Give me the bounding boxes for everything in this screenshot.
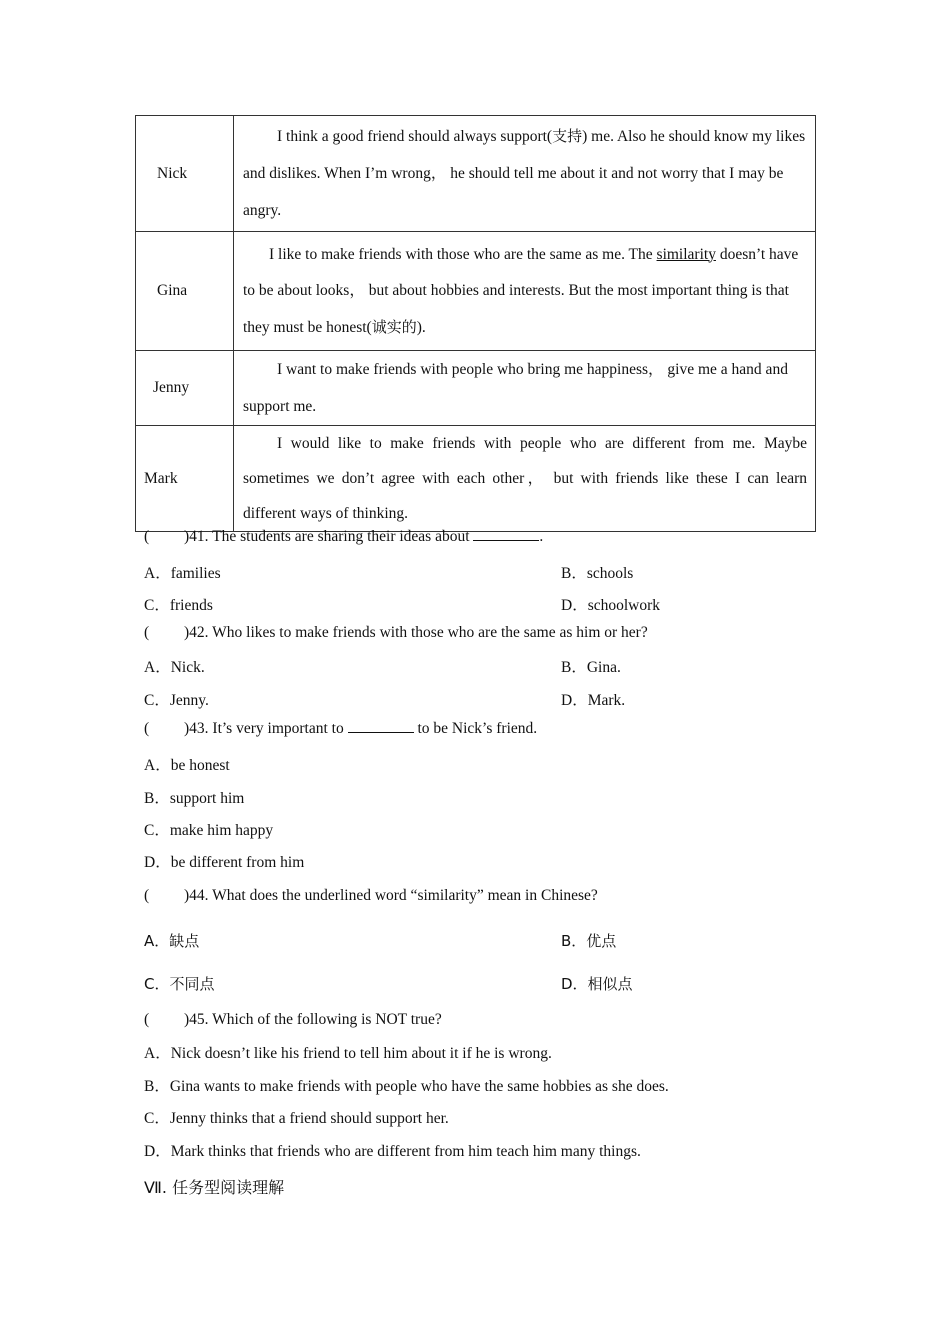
q45-option-d: D．Mark thinks that friends who are different from him teach him many things. bbox=[144, 1143, 641, 1160]
q42-option-c: C．Jenny. bbox=[144, 692, 209, 709]
row-name-mark: Mark bbox=[136, 426, 234, 532]
q42-option-a: A．Nick. bbox=[144, 659, 205, 676]
row-text-mark: I would like to make friends with people who are different from me. Maybe sometimes we don’t agree with each other， but with friends like these I can learn different ways of thinking. bbox=[234, 426, 816, 532]
q42-option-d: D．Mark. bbox=[561, 692, 626, 709]
q45-option-a: A．Nick doesn’t like his friend to tell him about it if he is wrong. bbox=[144, 1045, 552, 1062]
row-name-nick: Nick bbox=[136, 116, 234, 232]
q42-option-b: B．Gina. bbox=[561, 659, 621, 676]
question-42: ( )42. Who likes to make friends with those who are the same as him or her? bbox=[144, 624, 648, 641]
q43-option-b: B．support him bbox=[144, 790, 245, 807]
q45-option-b: B．Gina wants to make friends with people who have the same hobbies as she does. bbox=[144, 1078, 669, 1095]
q41-option-c: C．friends bbox=[144, 597, 213, 614]
ideas-table bbox=[135, 115, 816, 532]
q43-option-a: A．be honest bbox=[144, 757, 230, 774]
answer-blank bbox=[348, 720, 414, 733]
answer-blank bbox=[473, 528, 539, 541]
row-text-jenny: I want to make friends with people who bring me happiness， give me a hand and support me. bbox=[234, 351, 816, 426]
question-41: ( )41. The students are sharing their ideas about . bbox=[144, 528, 544, 545]
question-45: ( )45. Which of the following is NOT true? bbox=[144, 1011, 442, 1028]
question-44: ( )44. What does the underlined word “similarity” mean in Chinese? bbox=[144, 887, 598, 904]
row-text-nick: I think a good friend should always support(支持) me. Also he should know my likes and dislikes. When I’m wrong， he should tell me about it and not worry that I may be angry. bbox=[234, 116, 816, 232]
q43-option-d: D．be different from him bbox=[144, 854, 305, 871]
q43-option-c: C．make him happy bbox=[144, 822, 274, 839]
row-text-gina: I like to make friends with those who are the same as me. The similarity doesn’t have to be about looks， but about hobbies and interests. But the most important thing is that they must be honest(诚实的). bbox=[234, 232, 816, 351]
q41-option-a: A．families bbox=[144, 565, 221, 582]
row-name-gina: Gina bbox=[136, 232, 234, 351]
q44-option-c: C．不同点 bbox=[144, 975, 215, 993]
section-heading: Ⅶ. 任务型阅读理解 bbox=[144, 1178, 285, 1197]
q44-option-d: D．相似点 bbox=[561, 975, 633, 993]
q44-option-a: A．缺点 bbox=[144, 932, 200, 950]
table-row bbox=[136, 426, 816, 532]
row-name-jenny: Jenny bbox=[136, 351, 234, 426]
table-row bbox=[136, 116, 816, 232]
q45-option-c: C．Jenny thinks that a friend should support her. bbox=[144, 1110, 449, 1127]
table-row bbox=[136, 351, 816, 426]
q41-option-b: B．schools bbox=[561, 565, 634, 582]
table-row bbox=[136, 232, 816, 351]
question-43: ( )43. It’s very important to to be Nick’s friend. bbox=[144, 720, 538, 737]
underlined-word: similarity bbox=[656, 245, 716, 263]
q44-option-b: B．优点 bbox=[561, 932, 617, 950]
q41-option-d: D．schoolwork bbox=[561, 597, 661, 614]
